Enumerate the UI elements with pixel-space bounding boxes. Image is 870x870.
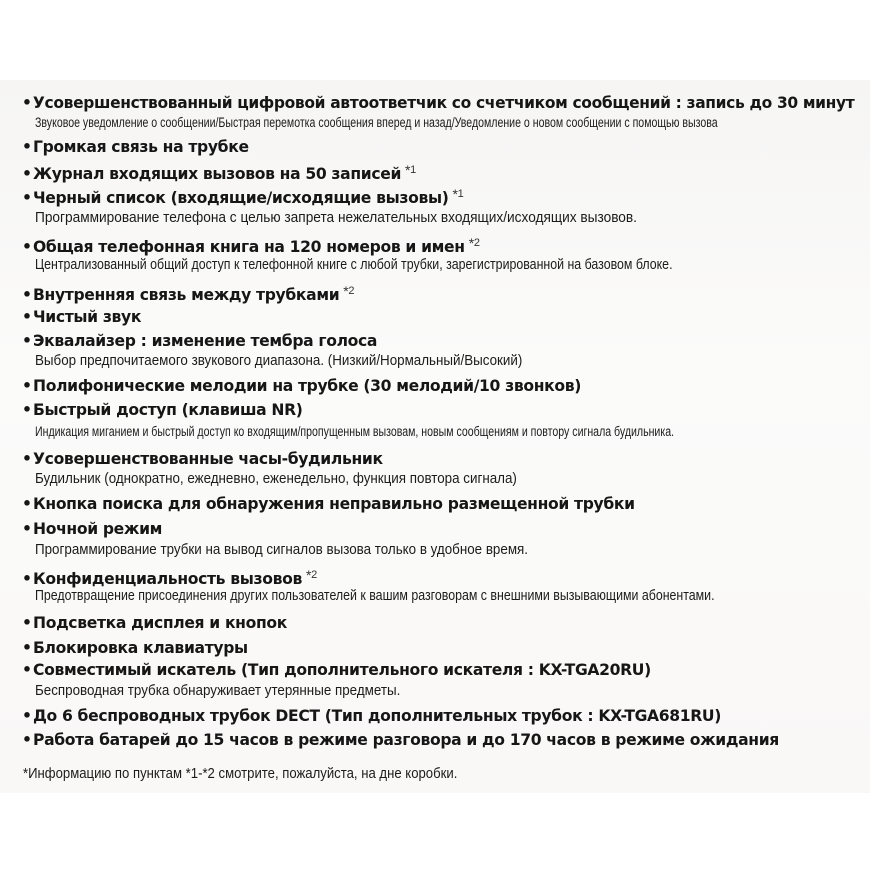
feature-title xyxy=(22,661,651,679)
bullet-icon: • xyxy=(22,707,32,725)
bullet-icon: • xyxy=(22,639,32,657)
feature-title-text: Внутренняя связь между трубками xyxy=(33,286,340,304)
footnote-number: 2 xyxy=(311,569,317,581)
footnote-reference xyxy=(469,237,480,249)
bullet-icon: • xyxy=(22,661,32,679)
bullet-icon: • xyxy=(22,450,32,468)
bullet-icon: • xyxy=(22,286,32,304)
feature-title-text: Эквалайзер : изменение тембра голоса xyxy=(33,332,378,350)
footnote-reference xyxy=(343,285,354,297)
feature-title-text: Ночной режим xyxy=(33,520,163,538)
asterisk-icon: * xyxy=(452,186,458,202)
footnote-reference xyxy=(405,164,416,176)
asterisk-icon: * xyxy=(405,162,411,178)
footnote-reference xyxy=(306,569,317,581)
feature-title xyxy=(22,162,416,183)
feature-title xyxy=(22,94,854,112)
feature-description: Будильник (однократно, ежедневно, еженедельно, функция повтора сигнала) xyxy=(35,471,517,487)
bullet-icon: • xyxy=(22,520,32,538)
asterisk-icon: * xyxy=(306,567,312,583)
feature-description: Беспроводная трубка обнаруживает утерянные предметы. xyxy=(35,683,401,699)
feature-title xyxy=(22,495,635,513)
feature-title-text: Черный список (входящие/исходящие вызовы) xyxy=(33,189,449,207)
feature-description: Предотвращение присоединения других пользователей к вашим разговорам с внешними вызывающими абонентами. xyxy=(35,588,715,604)
feature-title xyxy=(22,450,383,468)
feature-description: Индикация миганием и быстрый доступ ко входящим/пропущенным вызовам, новым сообщениям и повтору сигнала будильника. xyxy=(35,424,675,439)
feature-title-text: Усовершенствованные часы-будильник xyxy=(33,450,383,468)
feature-title-text: Подсветка дисплея и кнопок xyxy=(33,614,287,632)
bullet-icon: • xyxy=(22,165,32,183)
bullet-icon: • xyxy=(22,238,32,256)
feature-description: Программирование трубки на вывод сигналов вызова только в удобное время. xyxy=(35,542,528,558)
feature-title xyxy=(22,235,480,256)
bullet-icon: • xyxy=(22,138,32,156)
footnote-number: 1 xyxy=(410,164,416,176)
footnote: *Информацию по пунктам *1-*2 смотрите, пожалуйста, на дне коробки. xyxy=(23,766,458,782)
feature-title-text: Громкая связь на трубке xyxy=(33,138,249,156)
feature-title-text: Конфиденциальность вызовов xyxy=(33,570,303,588)
feature-title-text: Работа батарей до 15 часов в режиме разговора и до 170 часов в режиме ожидания xyxy=(33,731,779,749)
feature-title-text: Журнал входящих вызовов на 50 записей xyxy=(33,165,402,183)
footnote-number: 2 xyxy=(348,285,355,297)
asterisk-icon: * xyxy=(343,283,349,299)
feature-title xyxy=(22,567,317,588)
feature-title xyxy=(22,401,303,419)
feature-title-text: До 6 беспроводных трубок DECT (Тип дополнительных трубок : KX-TGA681RU) xyxy=(33,707,722,725)
feature-description: Централизованный общий доступ к телефонной книге с любой трубки, зарегистрированной на базовом блоке. xyxy=(35,257,673,273)
bullet-icon: • xyxy=(22,731,32,749)
feature-title xyxy=(22,707,721,725)
feature-description: Звуковое уведомление о сообщении/Быстрая перемотка сообщения вперед и назад/Уведомление о новом сообщении с помощью вызова xyxy=(35,115,718,130)
bullet-icon: • xyxy=(22,308,32,326)
feature-title xyxy=(22,308,141,326)
feature-title-text: Общая телефонная книга на 120 номеров и имен xyxy=(33,238,465,256)
bullet-icon: • xyxy=(22,495,32,513)
feature-title xyxy=(22,283,354,304)
feature-title xyxy=(22,731,779,749)
feature-title xyxy=(22,520,162,538)
feature-title-text: Совместимый искатель (Тип дополнительного искателя : KX-TGA20RU) xyxy=(33,661,651,679)
feature-title xyxy=(22,138,249,156)
bullet-icon: • xyxy=(22,401,32,419)
bullet-icon: • xyxy=(22,570,32,588)
feature-title-text: Усовершенствованный цифровой автоответчик со счетчиком сообщений : запись до 30 минут xyxy=(32,94,855,112)
feature-description: Программирование телефона с целью запрета нежелательных входящих/исходящих вызовов. xyxy=(35,210,637,226)
feature-title xyxy=(22,377,581,395)
bullet-icon: • xyxy=(22,332,32,350)
footnote-number: 1 xyxy=(457,188,464,200)
footnote-reference xyxy=(453,188,464,200)
feature-title-text: Кнопка поиска для обнаружения неправильно размещенной трубки xyxy=(33,495,635,513)
bullet-icon: • xyxy=(22,614,32,632)
feature-title xyxy=(22,332,377,350)
feature-title-text: Блокировка клавиатуры xyxy=(33,639,248,657)
feature-description: Выбор предпочитаемого звукового диапазона. (Низкий/Нормальный/Высокий) xyxy=(35,353,523,369)
bullet-icon: • xyxy=(22,377,32,395)
feature-title xyxy=(22,639,248,657)
bullet-icon: • xyxy=(22,94,32,112)
footnote-number: 2 xyxy=(473,237,480,249)
feature-title xyxy=(22,186,463,207)
feature-sheet xyxy=(0,80,870,793)
feature-title-text: Быстрый доступ (клавиша NR) xyxy=(33,401,303,419)
feature-title-text: Полифонические мелодии на трубке (30 мелодий/10 звонков) xyxy=(33,377,582,395)
bullet-icon: • xyxy=(22,189,32,207)
feature-title-text: Чистый звук xyxy=(33,308,142,326)
asterisk-icon: * xyxy=(468,235,474,251)
feature-title xyxy=(22,614,287,632)
